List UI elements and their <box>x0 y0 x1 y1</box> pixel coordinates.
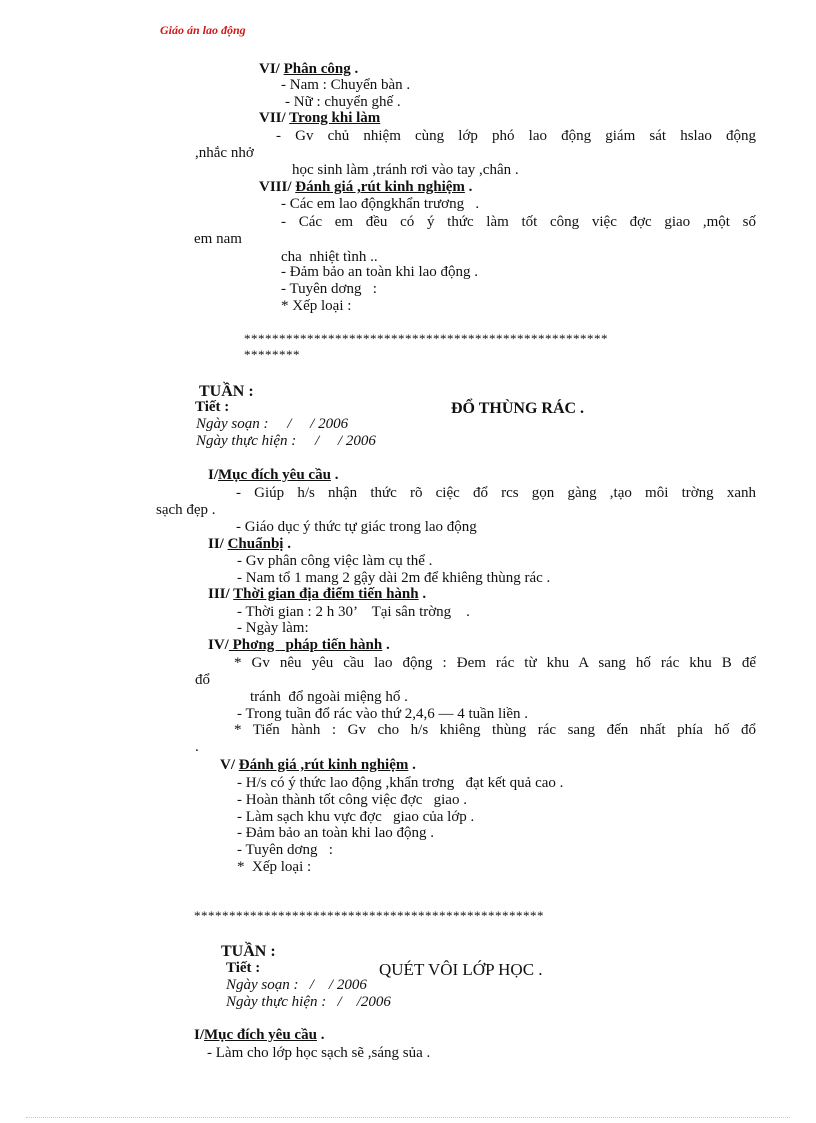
lesson-1-section-v-line-4: - Đảm bảo an toàn khi lao động . <box>237 825 435 841</box>
section-viii-line-2: - Các em đều có ý thức làm tốt công việc đợc giao ,một số <box>281 214 756 230</box>
prep-date: Ngày soạn : / / 2006 <box>226 977 367 993</box>
lesson-1-section-iv-heading <box>208 637 390 653</box>
heading-suffix: . <box>382 637 390 653</box>
heading-title: Trong khi làm <box>289 110 381 126</box>
section-viii-heading <box>259 179 472 195</box>
lesson-1-section-v-line-3: - Làm sạch khu vực đợc giao của lớp . <box>237 809 475 825</box>
heading-number: I/ <box>208 467 219 483</box>
lesson-1-section-iii-line-1: - Thời gian : 2 h 30’ Tại sân trờng . <box>237 604 470 620</box>
heading-title: Thời gian địa điểm tiến hành <box>233 586 419 602</box>
section-viii-line-7: * Xếp loại : <box>281 298 352 314</box>
heading-suffix: . <box>330 467 339 483</box>
heading-suffix: . <box>464 179 473 195</box>
heading-number: II/ <box>208 536 228 552</box>
prep-date: Ngày soạn : / / 2006 <box>196 416 349 432</box>
lesson-1-section-iv-line-2: đổ <box>195 672 210 688</box>
section-vi-line-2: - Nữ : chuyển ghế . <box>285 94 401 110</box>
heading-number: V/ <box>220 757 239 773</box>
lesson-1-section-ii-line-2: - Nam tổ 1 mang 2 gậy dài 2m để khiêng thùng rác . <box>237 570 551 586</box>
lesson-1-section-iv-line-4: - Trong tuần đổ rác vào thứ 2,4,6 — 4 tuần liền . <box>237 706 529 722</box>
lesson-1-section-i-line-1: - Giúp h/s nhận thức rõ ciệc đổ rcs gọn gàng ,tạo môi trờng xanh <box>236 485 756 501</box>
period-label: Tiết : <box>195 399 230 415</box>
heading-number: VI/ <box>259 61 280 77</box>
lesson-2-section-i-heading <box>194 1027 324 1043</box>
lesson-title: ĐỔ THÙNG RÁC . <box>451 400 585 417</box>
section-vii-line-2: ,nhắc nhở <box>195 145 254 161</box>
section-vii-line-3: học sinh làm ,tránh rơi vào tay ,chân . <box>292 162 519 178</box>
lesson-1-section-i-line-2: sạch đẹp . <box>156 502 216 518</box>
separator-line: **************************************************** <box>244 331 608 346</box>
heading-number: III/ <box>208 586 234 602</box>
heading-suffix: . <box>350 61 359 77</box>
section-vii-line-1: - Gv chủ nhiệm cùng lớp phó lao động giám sát hslao động <box>276 128 756 144</box>
heading-title: Đánh giá ,rút kinh nghiệm <box>238 757 409 773</box>
document-header-label: Giáo án lao động <box>160 23 246 37</box>
heading-suffix: . <box>283 536 291 552</box>
section-viii-line-6: - Tuyên dơng : <box>281 281 377 297</box>
lesson-title: QUÉT VÔI LỚP HỌC . <box>379 960 543 979</box>
lesson-1-section-iv-line-6: . <box>195 739 199 755</box>
section-vii-heading <box>259 110 380 126</box>
heading-number: VIII/ <box>259 179 292 195</box>
teach-date: Ngày thực hiện : / /2006 <box>226 994 391 1010</box>
heading-number: IV/ <box>208 637 229 653</box>
week-label: TUẦN : <box>221 943 276 960</box>
teach-date: Ngày thực hiện : / / 2006 <box>196 433 376 449</box>
section-viii-line-4: cha nhiệt tình .. <box>281 249 378 265</box>
lesson-1-section-v-line-1: - H/s có ý thức lao động ,khẩn trơng đạt kết quả cao . <box>237 775 564 791</box>
lesson-1-section-i-line-3: - Giáo dục ý thức tự giác trong lao động <box>236 519 477 535</box>
week-label: TUẦN : <box>199 383 254 400</box>
heading-title: Mục đích yêu cầu <box>204 1027 317 1043</box>
lesson-1-section-ii-line-1: - Gv phân công việc làm cụ thể . <box>237 553 433 569</box>
separator-line: ******** <box>244 347 300 362</box>
lesson-1-section-iv-line-1: * Gv nêu yêu cầu lao động : Đem rác từ khu A sang hố rác khu B để <box>234 655 756 671</box>
section-viii-line-5: - Đảm bảo an toàn khi lao động . <box>281 264 479 280</box>
heading-title: Mục đích yêu cầu <box>218 467 331 483</box>
heading-title: Chuẩnbị <box>227 536 284 552</box>
heading-title: Phân công <box>283 61 351 77</box>
lesson-2-section-i-line-1: - Làm cho lớp học sạch sẽ ,sáng sủa . <box>207 1045 431 1061</box>
heading-suffix: . <box>408 757 416 773</box>
heading-number: I/ <box>194 1027 205 1043</box>
lesson-1-section-v-line-5: - Tuyên dơng : <box>237 842 333 858</box>
lesson-1-section-iv-line-3: tránh đổ ngoài miệng hố . <box>250 689 408 705</box>
heading-suffix: . <box>418 586 427 602</box>
section-vi-heading <box>259 61 358 77</box>
separator-line: ************************************************** <box>194 908 544 923</box>
heading-number: VII/ <box>259 110 286 126</box>
page-bottom-rule <box>26 1117 790 1118</box>
lesson-1-section-iii-heading <box>208 586 426 602</box>
lesson-1-section-v-line-6: * Xếp loại : <box>237 859 312 875</box>
section-vi-line-1: - Nam : Chuyển bàn . <box>281 77 411 93</box>
lesson-1-section-v-heading <box>220 757 416 773</box>
period-label: Tiết : <box>226 960 261 976</box>
lesson-1-section-i-heading <box>208 467 338 483</box>
lesson-1-section-iii-line-2: - Ngày làm: <box>237 620 309 636</box>
heading-title: Phơng pháp tiến hành <box>228 637 383 653</box>
lesson-1-section-ii-heading <box>208 536 291 552</box>
heading-title: Đánh giá ,rút kinh nghiệm <box>295 179 465 195</box>
section-viii-line-1: - Các em lao độngkhẩn trương . <box>281 196 480 212</box>
heading-suffix: . <box>316 1027 325 1043</box>
lesson-1-section-iv-line-5: * Tiến hành : Gv cho h/s khiêng thùng rác sang đến nhất phía hố đổ <box>234 722 756 738</box>
lesson-1-section-v-line-2: - Hoàn thành tốt công việc đợc giao . <box>237 792 467 808</box>
section-viii-line-3: em nam <box>194 231 242 247</box>
